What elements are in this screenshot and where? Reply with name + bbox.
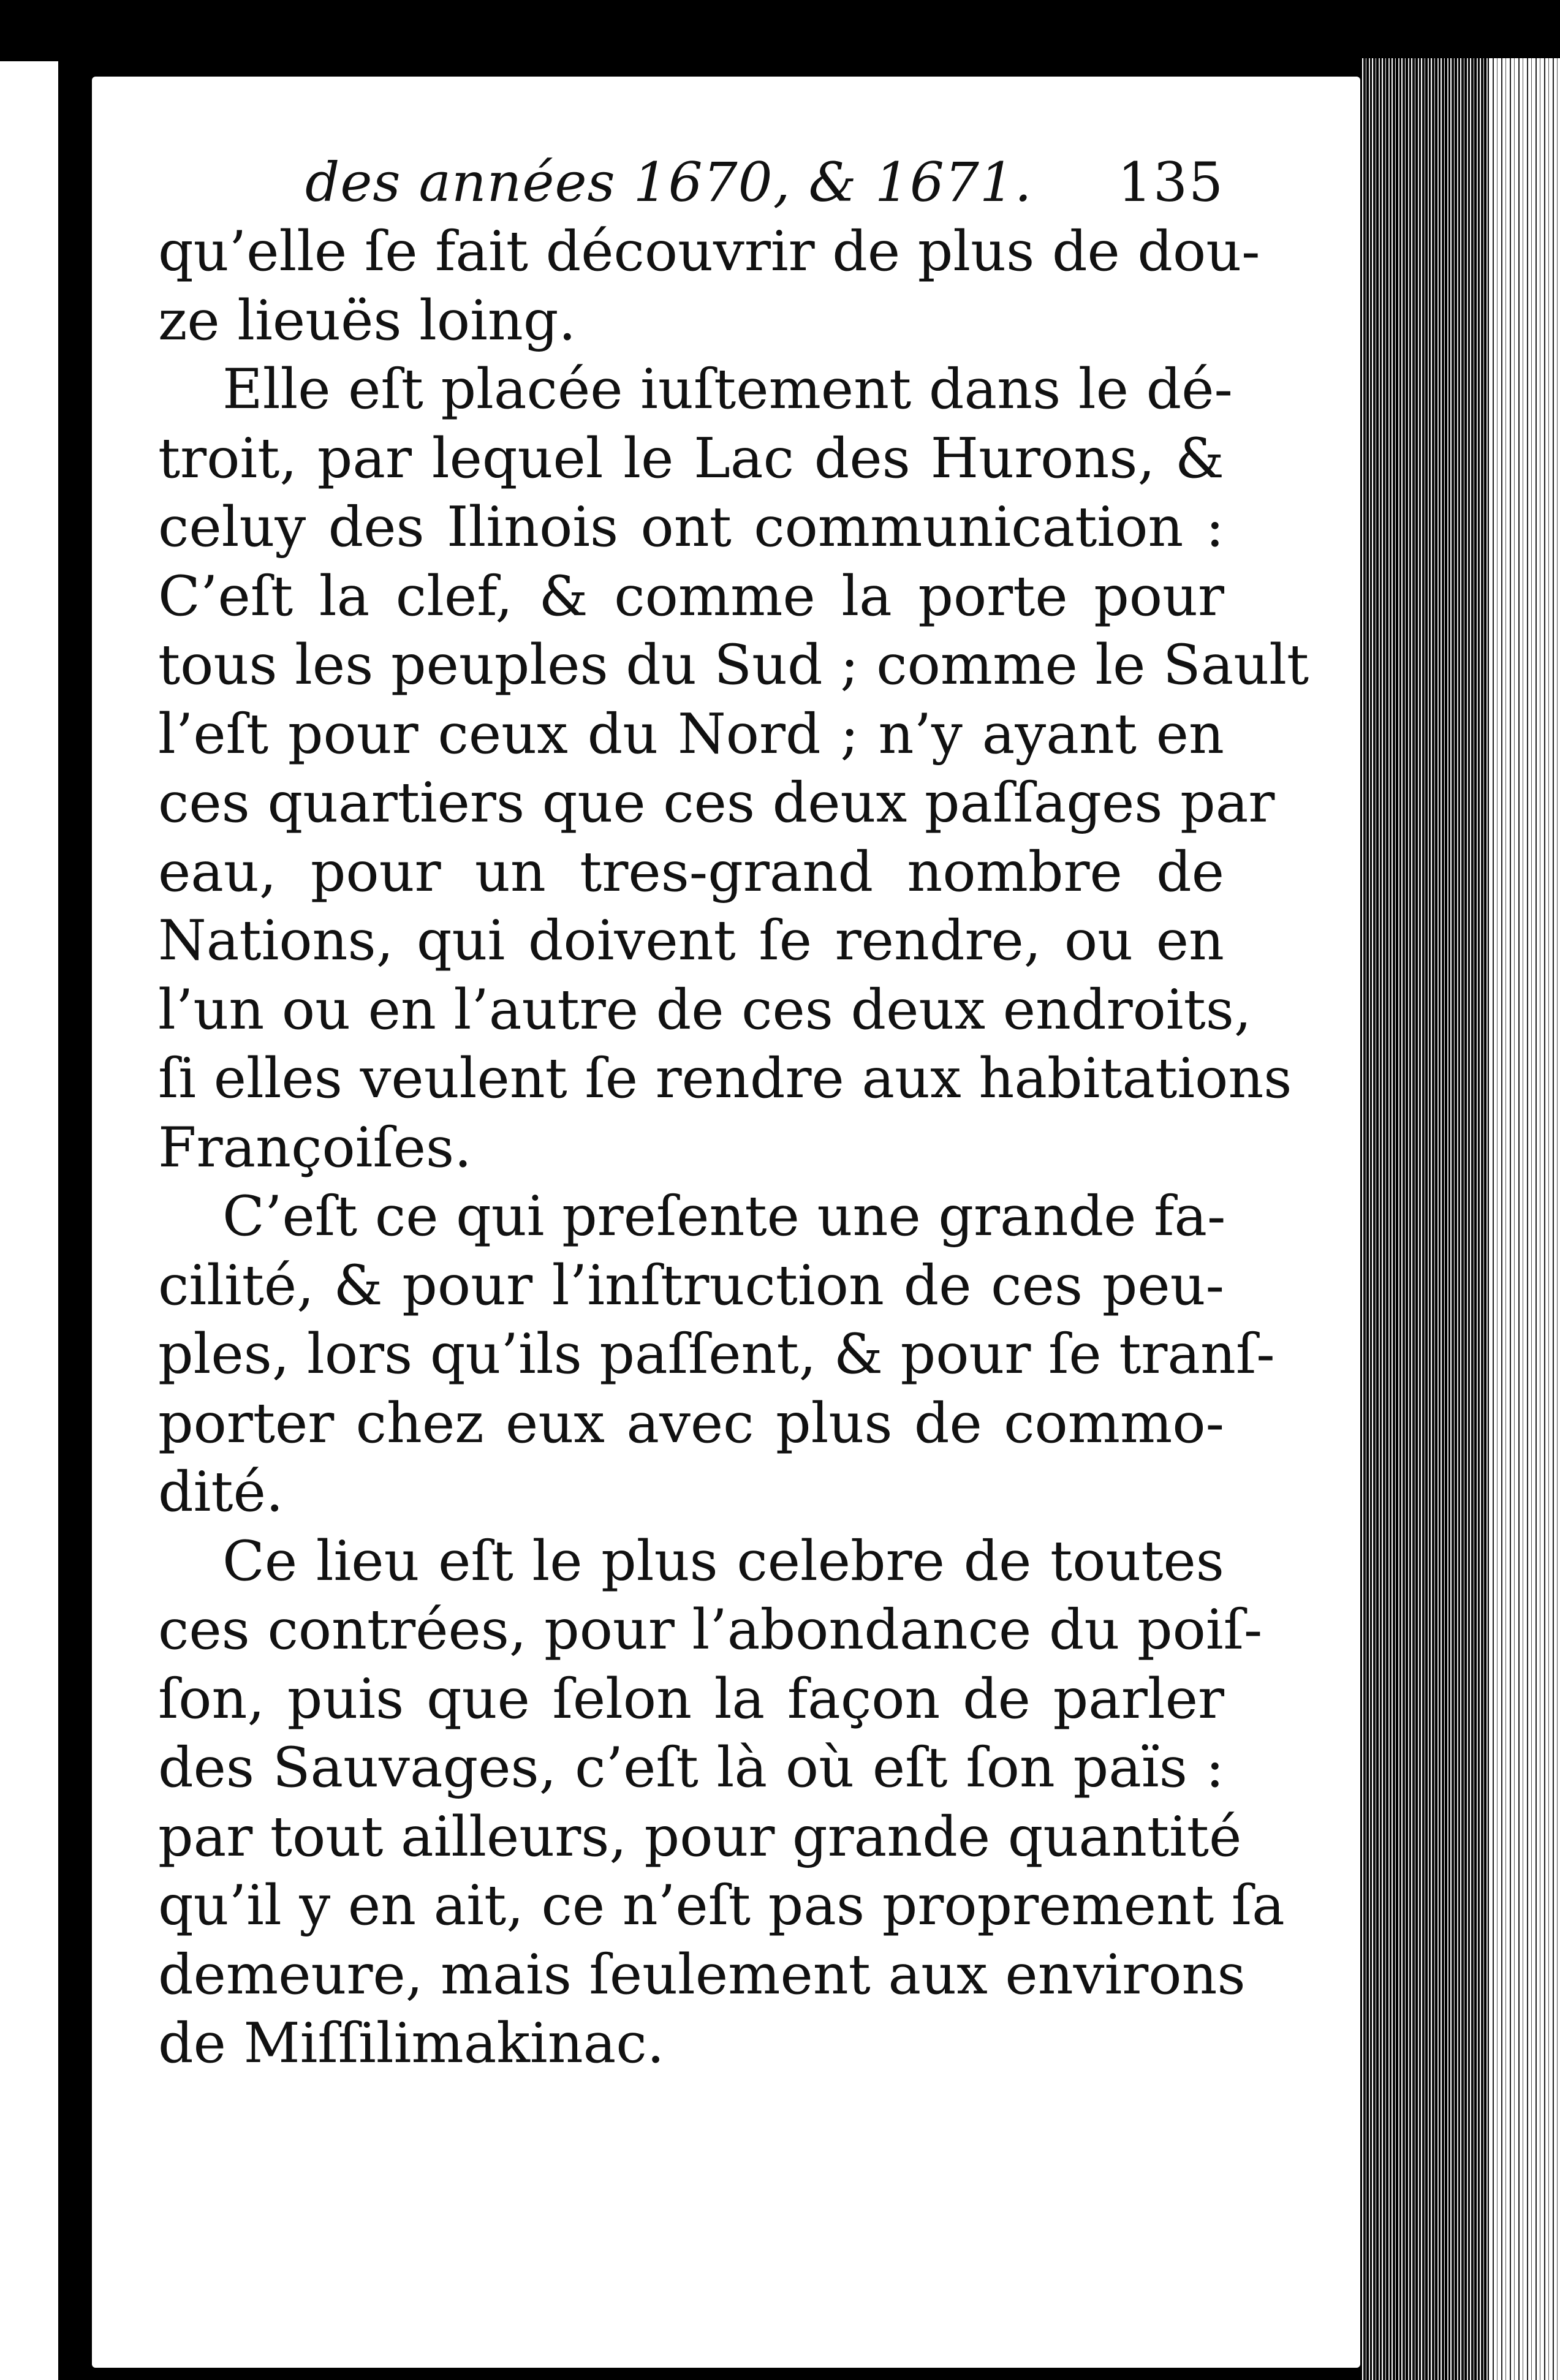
- text-line: l’eſt pour ceux du Nord ; n’y ayant en: [158, 701, 1224, 766]
- page-text: [158, 147, 1309, 2079]
- text-line: ces quartiers que ces deux paſſages par: [158, 771, 1275, 835]
- text-line: porter chez eux avec plus de commo-: [158, 1391, 1224, 1456]
- text-line: ples, lors qu’ils paſſent, & pour ſe tranſ-: [158, 1322, 1275, 1386]
- text-line: troit, par lequel le Lac des Hurons, &: [158, 426, 1224, 491]
- text-line: ze lieuës loing.: [158, 288, 577, 353]
- text-line: l’un ou en l’autre de ces deux endroits,: [158, 977, 1252, 1042]
- text-line: tous les peuples du Sud ; comme le Sault: [158, 633, 1309, 697]
- text-line: qu’il y en ait, ce n’eſt pas proprement ſa: [158, 1873, 1285, 1938]
- paragraph: [158, 217, 1260, 355]
- page-leaves-edge-outer: [1489, 58, 1560, 2380]
- text-line: Elle eſt placée iuſtement dans le dé-: [222, 357, 1233, 421]
- text-line: Françoiſes.: [158, 1115, 472, 1180]
- text-line: C’eſt la clef, & comme la porte pour: [158, 564, 1224, 629]
- text-line: ſon, puis que ſelon la façon de parler: [158, 1666, 1224, 1731]
- page-number: 135: [1118, 151, 1224, 214]
- text-line: de Miſſilimakinac.: [158, 2011, 665, 2076]
- text-line: Nations, qui doivent ſe rendre, ou en: [158, 909, 1224, 973]
- facing-page-edge: [0, 61, 58, 2380]
- binding-gutter: [58, 55, 92, 2380]
- text-line: Ce lieu eſt le plus celebre de toutes: [222, 1528, 1224, 1593]
- text-line: ces contrées, pour l’abondance du poiſ-: [158, 1598, 1263, 1662]
- running-head-title: des années 1670, & 1671.: [305, 151, 1032, 214]
- text-line: C’eſt ce qui preſente une grande fa-: [222, 1184, 1226, 1249]
- text-line: par tout ailleurs, pour grande quantité: [158, 1804, 1242, 1869]
- running-head: [158, 147, 1224, 217]
- text-line: eau, pour un tres-grand nombre de: [158, 839, 1224, 904]
- text-line: cilité, & pour l’inſtruction de ces peu-: [158, 1253, 1224, 1318]
- paragraph: [158, 1527, 1285, 2079]
- text-line: des Sauvages, c’eſt là où eſt ſon païs :: [158, 1736, 1224, 1800]
- paragraph: [158, 355, 1309, 1182]
- text-line: celuy des Ilinois ont communication :: [158, 495, 1224, 559]
- text-line: ſi elles veulent ſe rendre aux habitations: [158, 1046, 1292, 1111]
- paragraph: [158, 1182, 1275, 1527]
- text-line: qu’elle ſe fait découvrir de plus de dou-: [158, 219, 1260, 284]
- text-line: dité.: [158, 1460, 284, 1524]
- text-line: demeure, mais ſeulement aux environs: [158, 1942, 1246, 2007]
